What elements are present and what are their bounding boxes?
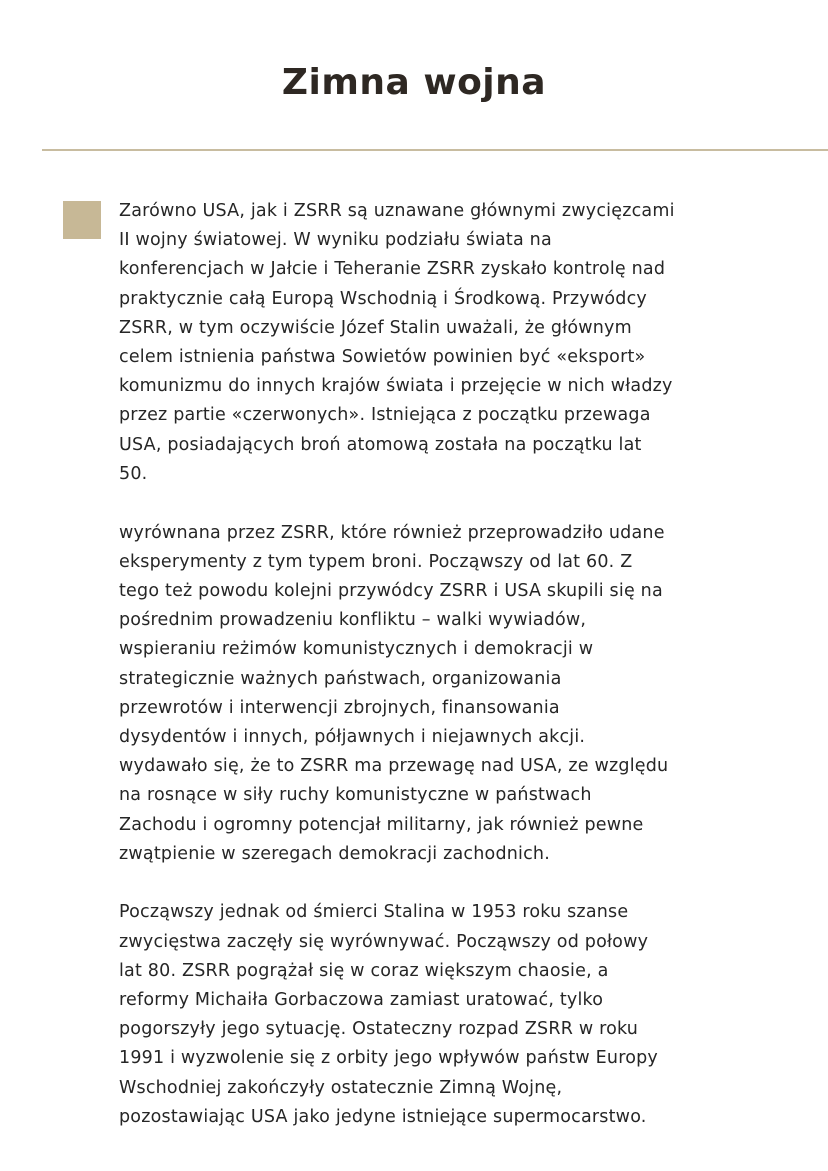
text-line: przez partie «czerwonych». Istniejąca z początku przewaga — [119, 405, 651, 426]
paragraph-gap — [119, 869, 789, 899]
text-line: zwątpienie w szeregach demokracji zachodnich. — [119, 843, 550, 864]
text-line: ZSRR, w tym oczywiście Józef Stalin uważali, że głównym — [119, 317, 632, 338]
text-line: pogorszyły jego sytuację. Ostateczny rozpad ZSRR w roku — [119, 1019, 639, 1040]
text-line: 1991 i wyzwolenie się z orbity jego wpływów państw Europy — [119, 1048, 658, 1069]
text-line: na rosnące w siły ruchy komunistyczne w państwach — [119, 785, 592, 806]
text-line: komunizmu do innych krajów świata i przejęcie w nich władzy — [119, 376, 673, 397]
text-line: Zarówno USA, jak i ZSRR są uznawane głównymi zwycięzcami — [119, 201, 675, 221]
article-body — [119, 197, 789, 1132]
paragraph-3 — [119, 898, 789, 1132]
text-line: wyrównana przez ZSRR, które również przeprowadziło udane — [119, 522, 665, 543]
text-line: lat 80. ZSRR pogrążał się w coraz większym chaosie, a — [119, 960, 609, 981]
text-line: eksperymenty z tym typem broni. Począwszy od lat 60. Z — [119, 551, 633, 572]
text-line: Począwszy jednak od śmierci Stalina w 1953 roku szanse — [119, 902, 629, 923]
accent-square — [63, 201, 101, 239]
text-line: dysydentów i innych, półjawnych i niejawnych akcji. — [119, 726, 586, 747]
text-line: przewrotów i interwencji zbrojnych, finansowania — [119, 697, 560, 718]
text-line: konferencjach w Jałcie i Teheranie ZSRR zyskało kontrolę nad — [119, 259, 666, 280]
text-line: zwycięstwa zaczęły się wyrównywać. Począwszy od połowy — [119, 931, 649, 952]
paragraph-1 — [119, 197, 789, 489]
text-line: pośrednim prowadzeniu konfliktu – walki wywiadów, — [119, 610, 587, 631]
title-divider — [42, 149, 828, 151]
paragraph-gap — [119, 489, 789, 519]
paragraph-2 — [119, 519, 789, 869]
text-line: Zachodu i ogromny potencjał militarny, jak również pewne — [119, 814, 644, 835]
text-line: 50. — [119, 463, 148, 484]
text-line: celem istnienia państwa Sowietów powinien być «eksport» — [119, 347, 646, 368]
text-line: tego też powodu kolejni przywódcy ZSRR i USA skupili się na — [119, 580, 663, 601]
text-line: strategicznie ważnych państwach, organizowania — [119, 668, 562, 689]
text-line: II wojny światowej. W wyniku podziału świata na — [119, 230, 552, 251]
text-line: Wschodniej zakończyły ostatecznie Zimną Wojnę, — [119, 1077, 563, 1098]
text-line: wydawało się, że to ZSRR ma przewagę nad USA, ze względu — [119, 756, 669, 777]
text-line: praktycznie całą Europą Wschodnią i Środkową. Przywódcy — [119, 288, 647, 309]
text-line: wspieraniu reżimów komunistycznych i demokracji w — [119, 639, 594, 660]
text-line: reformy Michaiła Gorbaczowa zamiast uratować, tylko — [119, 990, 604, 1011]
text-line: USA, posiadających broń atomową została na początku lat — [119, 434, 642, 455]
page-title: Zimna wojna — [281, 62, 547, 103]
text-line: pozostawiając USA jako jedyne istniejące supermocarstwo. — [119, 1106, 647, 1127]
